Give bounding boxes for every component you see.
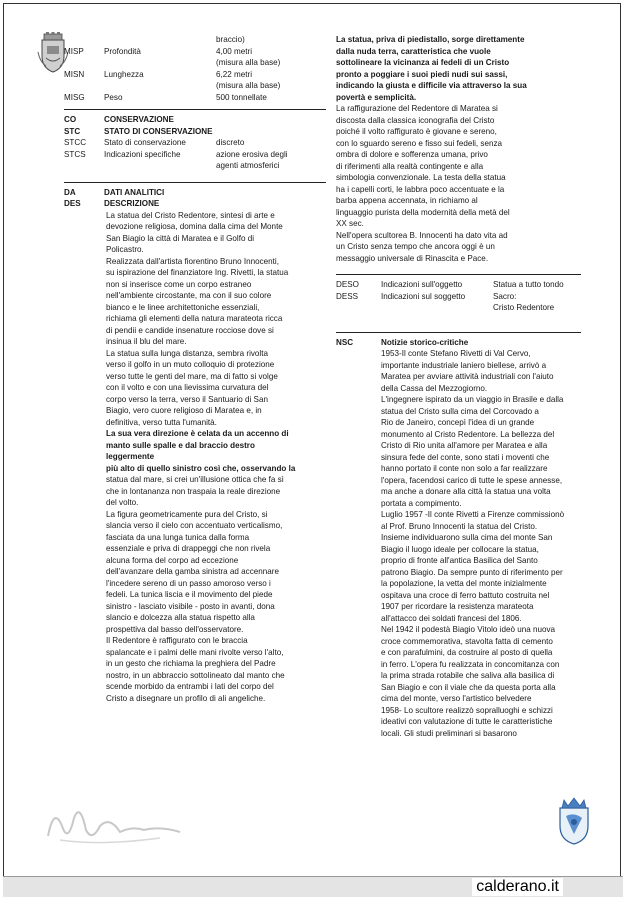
text-line: in un gesto che richiama la preghiera del Padre <box>106 659 276 668</box>
text-line: barba appena accennata, in richiamo al <box>336 196 478 205</box>
text-line: importante industriale laniero biellese, arrivò a <box>381 360 547 370</box>
text-line: poiché il volto raffigurato è giovane e sereno, <box>336 127 497 136</box>
text-line: all'attacco dei soldati francesi del 1806. <box>381 613 522 623</box>
text-line: la popolazione, la vetta del monte inizialmente <box>381 579 547 588</box>
text-line: 1953-Il conte Stefano Rivetti di Val Cervo, <box>381 349 531 358</box>
text-line: ideativi con valutazione di tutte le caratteristiche <box>381 717 553 726</box>
text-line: nostro, in un abbraccio sottolineato dal manto che <box>106 670 285 680</box>
text-line: di pendii e candide insenature rocciose dove si <box>106 325 274 335</box>
signature-icon <box>40 796 190 852</box>
text-line: prospettiva dal basso dell'osservatore. <box>106 624 244 634</box>
stcs-label: Indicazioni specifiche <box>104 149 181 159</box>
text-line: sottolineare la vicinanza ai fedeli di un Cristo <box>336 58 510 67</box>
text-line: La sua vera direzione è celata da un accenno di <box>106 429 289 438</box>
text-line: devozione religiosa, domina dalla cima del Monte <box>106 222 283 231</box>
text-line: messaggio universale di Rinascita e Pace. <box>336 253 489 263</box>
text-line: fedeli. La tunica liscia e il movimento del piede <box>106 590 273 599</box>
text-line: non si inserisce come un corpo estraneo <box>106 279 252 289</box>
text-line: con lo sguardo sereno e fisso sui fedeli, senza <box>336 138 503 148</box>
stcc-code: STCC <box>64 138 87 147</box>
measure-value: (misura alla base) <box>216 81 281 90</box>
text-line: corpo verso la terra, verso il Santuario di San <box>106 394 268 404</box>
measure-label <box>104 57 216 69</box>
text-line: linguaggio purista della modernità della metà del <box>336 207 510 217</box>
stc-title: STATO DI CONSERVAZIONE <box>104 126 213 136</box>
measure-row <box>64 92 326 104</box>
stcs-value-2: agenti atmosferici <box>216 161 280 170</box>
measure-code <box>64 57 104 69</box>
text-line: 1958- Lo scultore realizzò sopralluoghi e schizzi <box>381 705 553 715</box>
measure-label <box>104 34 216 46</box>
text-line: Policastro. <box>106 245 144 254</box>
text-line: che in lontananza non traspaia la reale direzione <box>106 486 281 496</box>
da-title: DATI ANALITICI <box>104 187 165 197</box>
text-line: XX sec. <box>336 219 364 228</box>
text-line: La figura geometricamente pura del Cristo, si <box>106 509 268 519</box>
text-line: scende morbido da entrambi i lati del corpo del <box>106 682 274 691</box>
text-line: dalla nuda terra, caratteristica che vuole <box>336 46 491 56</box>
text-line: Biagio il luogo ideale per collocare la statua, <box>381 544 539 554</box>
measure-label <box>104 80 216 92</box>
text-line: in ferro. L'opera fu realizzata in concomitanza con <box>381 659 560 669</box>
text-line: statua del Cristo sulla cima del Corcovado a <box>381 406 539 416</box>
text-line: ombra di dolore e sofferenza umana, privo <box>336 150 488 159</box>
text-line: ha i capelli corti, le labbra poco accentuate e la <box>336 184 505 194</box>
text-line: alcuna forma del corpo ad eccezione <box>106 555 239 565</box>
measure-code <box>64 34 104 46</box>
text-line: e con parafulmini, da costruire al posto di quella <box>381 648 553 657</box>
text-line: portata a compimento. <box>381 498 462 508</box>
text-line: di riferimenti alla realtà contingente e alla <box>336 161 484 171</box>
text-line: hanno portato il conte non solo a far realizzare <box>381 464 548 473</box>
nsc-title: Notizie storico-critiche <box>381 337 469 347</box>
text-line: La statua, priva di piedistallo, sorge direttamente <box>336 35 525 44</box>
measure-code <box>64 80 104 92</box>
text-line: dell'avanzare della gamba sinistra ad accennare <box>106 567 279 576</box>
text-line: su ispirazione del finanziatore Ing. Rivetti, la statua <box>106 268 289 277</box>
text-line: l'opera, facendosi carico di tutte le spese annesse, <box>381 475 563 485</box>
intro-bold-text <box>336 34 581 103</box>
text-line: Biagio, vero cuore religioso di Maratea e, in <box>106 406 262 415</box>
text-line: slancia verso il cielo con accentuato verticalismo, <box>106 521 283 530</box>
text-line: Realizzata dall'artista fiorentino Bruno Innocenti, <box>106 256 279 266</box>
measure-code: MISG <box>64 92 85 102</box>
text-line: Cristo a disegnare un profilo di ali angeliche. <box>106 693 266 703</box>
text-line: Luglio 1957 -Il conte Rivetti a Firenze commissionò <box>381 510 565 519</box>
text-line: al Prof. Bruno Innocenti la statua del Cristo. <box>381 521 538 531</box>
text-line: spalancate e i palmi delle mani rivolte verso l'alto, <box>106 647 284 657</box>
text-line: pronto a poggiare i suoi piedi nudi sui sassi, <box>336 69 508 79</box>
stcc-label: Stato di conservazione <box>104 138 186 147</box>
text-line: fasciata da una lunga tunica dalla forma <box>106 532 250 542</box>
text-line: un Cristo senza tempo che ancora oggi è un <box>336 242 495 251</box>
text-line: la prima strada rotabile che saliva alla basilica di <box>381 671 555 680</box>
text-line: povertà e semplicità. <box>336 92 417 102</box>
dess-value: Sacro: <box>493 291 517 301</box>
measure-row <box>64 69 326 81</box>
text-line: nell'ambiente circostante, ma con il suo colore <box>106 291 272 300</box>
nsc-text <box>381 348 581 739</box>
des-title: DESCRIZIONE <box>104 199 160 208</box>
text-line: verso il golfo in un muto colloquio di protezione <box>106 360 275 369</box>
text-line: San Biagio la città di Maratea e il Golfo di <box>106 233 255 243</box>
measure-row <box>64 46 326 58</box>
left-column <box>64 34 326 704</box>
text-line: patrono Biagio. Da sempre punto di riferimento per <box>381 567 563 577</box>
text-line: La statua sulla lunga distanza, sembra rivolta <box>106 348 268 358</box>
dess-label: Indicazioni sul soggetto <box>381 291 466 301</box>
text-line: con il volto e con una lievissima curvatura del <box>106 383 269 392</box>
stcs-value: azione erosiva degli <box>216 149 288 159</box>
measure-value: 500 tonnellate <box>216 92 267 102</box>
text-line: Rio de Janeiro, concepì l'idea di un grande <box>381 418 535 427</box>
measure-label: Peso <box>104 92 123 102</box>
measure-label: Profondità <box>104 46 141 56</box>
measure-row <box>64 80 326 92</box>
text-line: definitiva, verso tutta l'umanità. <box>106 417 217 427</box>
text-line: cima del monte, verso l'artistico belvedere <box>381 694 532 703</box>
measure-row <box>64 57 326 69</box>
text-line: più alto di quello sinistro così che, osservando la <box>106 463 296 473</box>
nsc-code: NSC <box>336 337 354 347</box>
dess-value-2: Cristo Redentore <box>493 303 555 312</box>
stc-code: STC <box>64 126 81 136</box>
text-line: La statua del Cristo Redentore, sintesi di arte e <box>106 210 275 220</box>
measure-code: MISN <box>64 69 85 79</box>
text-line: sinsura fede del conte, sono stati i moventi che <box>381 452 550 462</box>
text-line: manto sulle spalle e dal braccio destro <box>106 440 255 450</box>
text-line: statua dal mare, si crei un'illusione ottica che fa sì <box>106 475 284 484</box>
text-line: Insieme individuarono sulla cima del monte San <box>381 533 553 542</box>
text-line: ospitava una croce di ferro battuto costruita nel <box>381 590 550 600</box>
text-line: L'ingegnere ispirato da un viaggio in Brasile e dalla <box>381 395 564 404</box>
text-line: della Cassa del Mezzogiorno. <box>381 383 488 393</box>
intro-plain-text <box>336 103 581 264</box>
co-title: CONSERVAZIONE <box>104 115 174 124</box>
deso-code: DESO <box>336 280 359 289</box>
text-line: l'incedere sereno di un passo amoroso verso i <box>106 578 271 588</box>
right-column <box>336 34 581 739</box>
text-line: Cristo di Rio unita all'amore per Maratea e alla <box>381 441 548 450</box>
text-line: insinua il blu del mare. <box>106 337 187 346</box>
text-line: richiama gli elementi della natura marateota ricca <box>106 314 283 323</box>
text-line: slancio e dolcezza alla statua rispetto alla <box>106 613 255 622</box>
da-code: DA <box>64 187 76 197</box>
des-code: DES <box>64 199 81 208</box>
dess-code: DESS <box>336 291 359 301</box>
text-line: Nell'opera scultorea B. Innocenti ha dato vita ad <box>336 230 508 240</box>
text-line: sinistro - lasciato visibile - posto in avanti, dona <box>106 601 275 611</box>
measure-label: Lunghezza <box>104 69 144 79</box>
text-line: Nel 1942 il podestà Biagio Vitolo ideò una nuova <box>381 625 555 634</box>
region-emblem-icon <box>554 796 594 846</box>
text-line: del volto. <box>106 498 139 507</box>
text-line: simbologia convenzionale. La testa della statua <box>336 173 506 182</box>
text-line: ma anche a donare alla città la statua una volta <box>381 487 551 496</box>
stcc-value: discreto <box>216 138 245 147</box>
measure-value: (misura alla base) <box>216 58 281 67</box>
document-page <box>6 6 618 874</box>
deso-label: Indicazioni sull'oggetto <box>381 280 463 289</box>
co-code: CO <box>64 115 77 124</box>
text-line: Maratea per avviare attività industriali con l'aiuto <box>381 372 554 381</box>
measure-value: braccio) <box>216 35 245 44</box>
stcs-code: STCS <box>64 149 86 159</box>
text-line: bianco e le linee architettoniche essenziali, <box>106 302 260 312</box>
footer-bar <box>3 876 623 897</box>
text-line: San Biagio e con il viale che da questa porta alla <box>381 682 556 692</box>
measure-code: MISP <box>64 46 84 56</box>
text-line: Il Redentore è raffigurato con le braccia <box>106 636 248 645</box>
deso-value: Statua a tutto tondo <box>493 280 564 289</box>
text-line: La raffigurazione del Redentore di Maratea si <box>336 104 498 113</box>
measure-value: 4,00 metri <box>216 46 252 56</box>
measure-row <box>64 34 326 46</box>
text-line: croce commemorativa, stavolta fatta di cemento <box>381 636 553 646</box>
text-line: 1907 per ricordare la resistenza marateota <box>381 602 534 611</box>
measure-value: 6,22 metri <box>216 69 252 79</box>
site-name[interactable]: calderano.it <box>472 878 563 896</box>
text-line: monumento al Cristo Redentore. La bellezza del <box>381 429 555 439</box>
text-line: essenziale e priva di drappeggi che non rivela <box>106 544 271 553</box>
text-line: indicando la giusta e difficile via attraverso la sua <box>336 81 527 90</box>
description-text <box>64 210 326 705</box>
text-line: leggermente <box>106 452 155 461</box>
text-line: locali. Gli studi preliminari si basarono <box>381 728 517 738</box>
text-line: proprio di fronte all'antica Basilica del Santo <box>381 556 538 565</box>
text-line: discosta dalla classica iconografia del Cristo <box>336 115 495 125</box>
text-line: verso tutte le genti del mare, ma di fatto si volge <box>106 371 278 381</box>
